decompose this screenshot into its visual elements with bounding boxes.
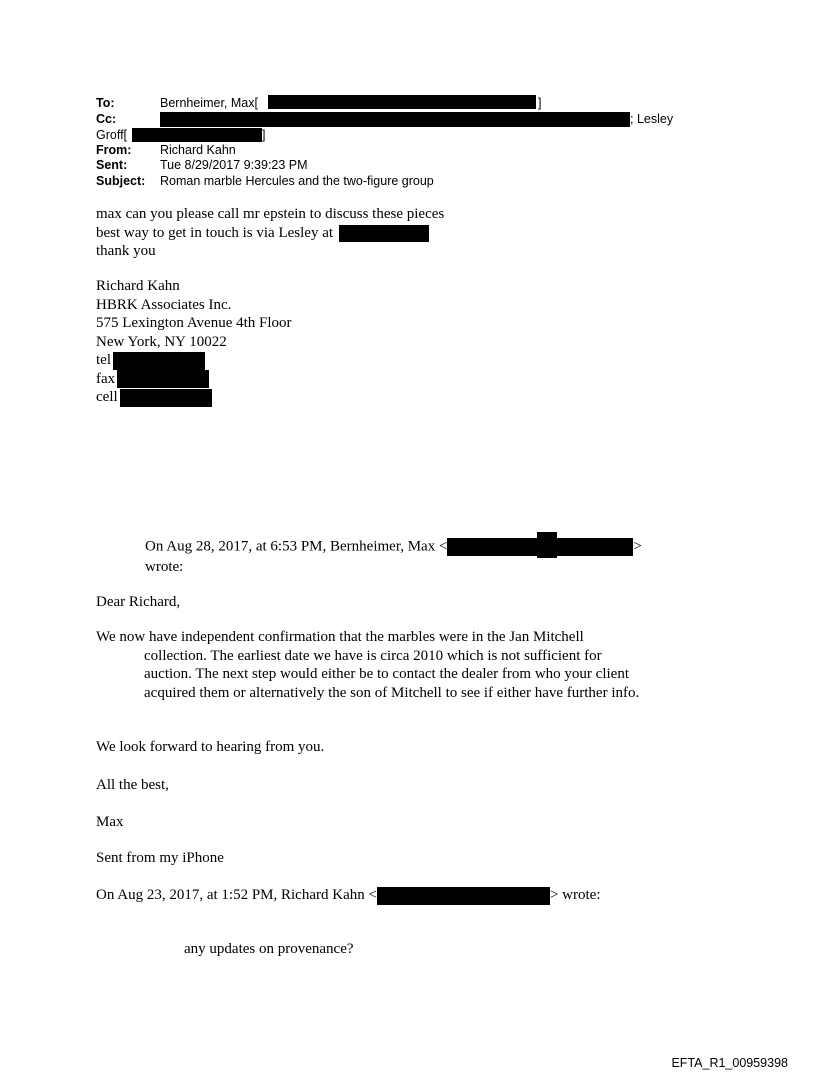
- quoted1-intro-line-1: [145, 536, 642, 558]
- cc-tail: ; Lesley: [630, 112, 674, 126]
- quoted1-para-line-3: auction. The next step would either be to contact the dealer from who your client: [144, 666, 629, 682]
- message-line-2: [96, 224, 444, 243]
- fax-redaction: [117, 370, 209, 388]
- signature-cell: cell: [96, 389, 118, 406]
- quoted1-signoff: Max: [96, 814, 124, 830]
- quoted1-para-line-1: We now have independent confirmation that the marbles were in the Jan Mitchell: [96, 629, 584, 645]
- signature-cell-row: [96, 388, 292, 407]
- quoted1-intro-close: >: [633, 538, 642, 555]
- subject-value: Roman marble Hercules and the two-figure group: [160, 174, 434, 188]
- quoted2-email-redaction: [377, 887, 550, 905]
- signature-tel-row: [96, 351, 292, 370]
- signature-fax-row: [96, 370, 292, 389]
- quoted1-intro-a: On Aug 28, 2017, at 6:53 PM, Bernheimer, Max <: [145, 538, 448, 555]
- phone-redaction: [339, 225, 429, 242]
- quoted2-intro-b: > wrote:: [549, 887, 601, 903]
- to-value: Bernheimer, Max[: [160, 96, 258, 110]
- quoted1-intro: [145, 536, 642, 577]
- tel-redaction: [113, 352, 205, 370]
- subject-label: Subject:: [96, 174, 146, 188]
- email-redaction-2: [537, 532, 557, 558]
- signature-tel: tel: [96, 352, 111, 368]
- quoted1-greeting: Dear Richard,: [96, 594, 181, 610]
- from-value: Richard Kahn: [160, 143, 236, 157]
- to-close: ]: [538, 96, 542, 110]
- quoted1-para-line-2: collection. The earliest date we have is circa 2010 which is not sufficient for: [144, 647, 602, 664]
- quoted1-paragraph: [96, 628, 639, 702]
- quoted1-sent-from: Sent from my iPhone: [96, 850, 224, 866]
- cc-close: ]: [262, 128, 266, 142]
- from-label: From:: [96, 143, 132, 157]
- quoted1-look-forward: We look forward to hearing from you.: [96, 739, 325, 755]
- to-label: To:: [96, 96, 115, 110]
- message-line-3: thank you: [96, 243, 156, 259]
- cc-cont: Groff[: [96, 128, 128, 142]
- to-redaction: [268, 95, 536, 109]
- sent-value: Tue 8/29/2017 9:39:23 PM: [160, 158, 308, 172]
- email-redaction-3: [557, 538, 633, 556]
- quoted2-text: any updates on provenance?: [184, 941, 354, 957]
- quoted2-intro-a: On Aug 23, 2017, at 1:52 PM, Richard Kahn <: [96, 887, 377, 903]
- cc-redaction: [160, 112, 630, 127]
- cc-redaction-2: [132, 128, 262, 142]
- message-line-2-text: best way to get in touch is via Lesley at: [96, 224, 334, 241]
- quoted1-intro-line-2: wrote:: [145, 559, 184, 575]
- document-id: EFTA_R1_00959398: [671, 1056, 788, 1070]
- message-line-1: max can you please call mr epstein to discuss these pieces: [96, 206, 445, 222]
- signature-fax: fax: [96, 370, 116, 387]
- email-redaction-1: [447, 538, 537, 556]
- quoted2-intro: [96, 886, 600, 905]
- signature-company: HBRK Associates Inc.: [96, 296, 232, 313]
- signature: [96, 277, 292, 407]
- quoted1-para-line-4: acquired them or alternatively the son of Mitchell to see if either have further info.: [144, 684, 640, 701]
- cell-redaction: [120, 389, 212, 407]
- signature-name: Richard Kahn: [96, 278, 180, 294]
- sent-label: Sent:: [96, 158, 128, 172]
- message-body: [96, 205, 444, 261]
- quoted1-closing: All the best,: [96, 777, 169, 793]
- signature-address-1: 575 Lexington Avenue 4th Floor: [96, 315, 292, 331]
- signature-address-2: New York, NY 10022: [96, 333, 227, 350]
- cc-label: Cc:: [96, 112, 117, 126]
